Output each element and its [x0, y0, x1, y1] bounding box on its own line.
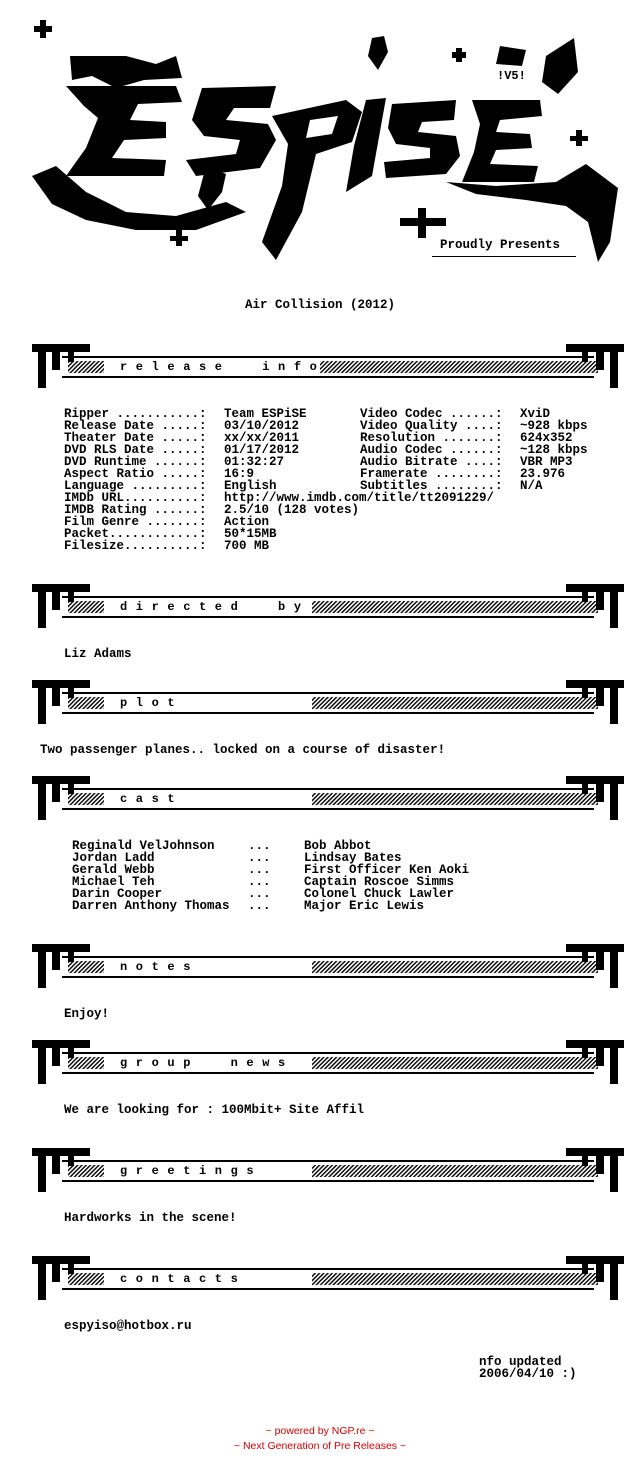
- cast-separator: ...: [248, 887, 271, 901]
- info-key: IMDB Rating ......:: [64, 503, 207, 517]
- release-info-row: [360, 479, 543, 493]
- info-value: 624x352: [520, 431, 573, 445]
- cast-role: Bob Abbot: [304, 839, 372, 853]
- nfo-updated-label: nfo updated: [479, 1355, 562, 1369]
- banner-frame: [28, 582, 628, 630]
- info-value: N/A: [520, 479, 543, 493]
- cast-separator: ...: [248, 839, 271, 853]
- cast-actor: Darin Cooper: [72, 887, 163, 901]
- info-value: ~928 kbps: [520, 419, 588, 433]
- info-value: Team ESPiSE: [224, 407, 307, 421]
- section-banner-cast: [28, 774, 628, 822]
- info-value: English: [224, 479, 277, 493]
- banner-frame: [28, 1146, 628, 1194]
- cast-separator: ...: [248, 875, 271, 889]
- banner-frame: [28, 678, 628, 726]
- cast-actor: Darren Anthony Thomas: [72, 899, 230, 913]
- info-key: Video Quality ....:: [360, 419, 503, 433]
- info-key: Aspect Ratio .....:: [64, 467, 207, 481]
- group-news-text: We are looking for : 100Mbit+ Site Affil: [64, 1103, 365, 1117]
- info-value: XviD: [520, 407, 551, 421]
- info-key: Packet............:: [64, 527, 207, 541]
- info-value: xx/xx/2011: [224, 431, 300, 445]
- banner-label: cast: [120, 792, 184, 806]
- release-info-row: [64, 539, 270, 553]
- info-value: 01/17/2012: [224, 443, 300, 457]
- section-banner-plot: [28, 678, 628, 726]
- presents-underline: [432, 256, 576, 257]
- info-value: 700 MB: [224, 539, 270, 553]
- cast-separator: ...: [248, 851, 271, 865]
- info-value: 2.5/10 (128 votes): [224, 503, 360, 517]
- nfo-updated-date: 2006/04/10 :): [479, 1367, 577, 1381]
- info-key: DVD Runtime ......:: [64, 455, 207, 469]
- banner-frame: [28, 774, 628, 822]
- plot-text: Two passenger planes.. locked on a course of disaster!: [40, 743, 446, 757]
- info-key: IMDb URL..........:: [64, 491, 207, 505]
- info-key: Release Date .....:: [64, 419, 207, 433]
- info-key: Subtitles ........:: [360, 479, 503, 493]
- info-key: Theater Date .....:: [64, 431, 207, 445]
- cast-separator: ...: [248, 899, 271, 913]
- section-banner-directed-by: [28, 582, 628, 630]
- info-key: Audio Codec ......:: [360, 443, 503, 457]
- cast-actor: Jordan Ladd: [72, 851, 155, 865]
- banner-label: release info: [120, 360, 326, 374]
- cast-role: Lindsay Bates: [304, 851, 402, 865]
- banner-label: directed by: [120, 600, 310, 614]
- info-value: 23.976: [520, 467, 566, 481]
- release-title: Air Collision (2012): [244, 298, 396, 312]
- footer-tagline: ~ Next Generation of Pre Releases ~: [233, 1440, 407, 1452]
- info-key: Ripper ...........:: [64, 407, 207, 421]
- espise-logo-art: [26, 16, 626, 268]
- section-banner-group-news: [28, 1038, 628, 1086]
- info-key: Filesize..........:: [64, 539, 207, 553]
- banner-label: plot: [120, 696, 184, 710]
- cast-separator: ...: [248, 863, 271, 877]
- banner-frame: [28, 942, 628, 990]
- proudly-presents: Proudly Presents: [440, 238, 561, 252]
- footer-powered-by[interactable]: ~ powered by NGP.re ~: [265, 1425, 375, 1437]
- info-value: VBR MP3: [520, 455, 573, 469]
- banner-frame: [28, 342, 628, 390]
- info-value: 50*15MB: [224, 527, 277, 541]
- cast-role: Captain Roscoe Simms: [304, 875, 455, 889]
- contact-email[interactable]: espyiso@hotbox.ru: [64, 1319, 192, 1333]
- banner-label: group news: [120, 1056, 294, 1070]
- banner-label: contacts: [120, 1272, 247, 1286]
- info-key: Video Codec ......:: [360, 407, 503, 421]
- greetings-text: Hardworks in the scene!: [64, 1211, 237, 1225]
- espise-logo: [26, 16, 626, 268]
- logo-tag: !V5!: [497, 69, 526, 83]
- info-value[interactable]: http://www.imdb.com/title/tt2091229/: [224, 491, 495, 505]
- banner-label: notes: [120, 960, 200, 974]
- section-banner-contacts: [28, 1254, 628, 1302]
- cast-actor: Michael Teh: [72, 875, 155, 889]
- info-key: Resolution .......:: [360, 431, 503, 445]
- info-value: 16:9: [224, 467, 255, 481]
- notes-text: Enjoy!: [64, 1007, 110, 1021]
- info-value: ~128 kbps: [520, 443, 588, 457]
- banner-frame: [28, 1038, 628, 1086]
- info-value: 03/10/2012: [224, 419, 300, 433]
- info-value: Action: [224, 515, 270, 529]
- cast-role: First Officer Ken Aoki: [304, 863, 470, 877]
- director-name: Liz Adams: [64, 647, 132, 661]
- cast-role: Colonel Chuck Lawler: [304, 887, 455, 901]
- section-banner-greetings: [28, 1146, 628, 1194]
- info-key: Framerate ........:: [360, 467, 503, 481]
- cast-actor: Gerald Webb: [72, 863, 155, 877]
- info-key: Language .........:: [64, 479, 207, 493]
- banner-frame: [28, 1254, 628, 1302]
- section-banner-release-info: [28, 342, 628, 390]
- info-key: DVD RLS Date .....:: [64, 443, 207, 457]
- section-banner-notes: [28, 942, 628, 990]
- info-key: Film Genre .......:: [64, 515, 207, 529]
- cast-actor: Reginald VelJohnson: [72, 839, 215, 853]
- cast-role: Major Eric Lewis: [304, 899, 425, 913]
- info-key: Audio Bitrate ....:: [360, 455, 503, 469]
- banner-label: greetings: [120, 1164, 263, 1178]
- info-value: 01:32:27: [224, 455, 285, 469]
